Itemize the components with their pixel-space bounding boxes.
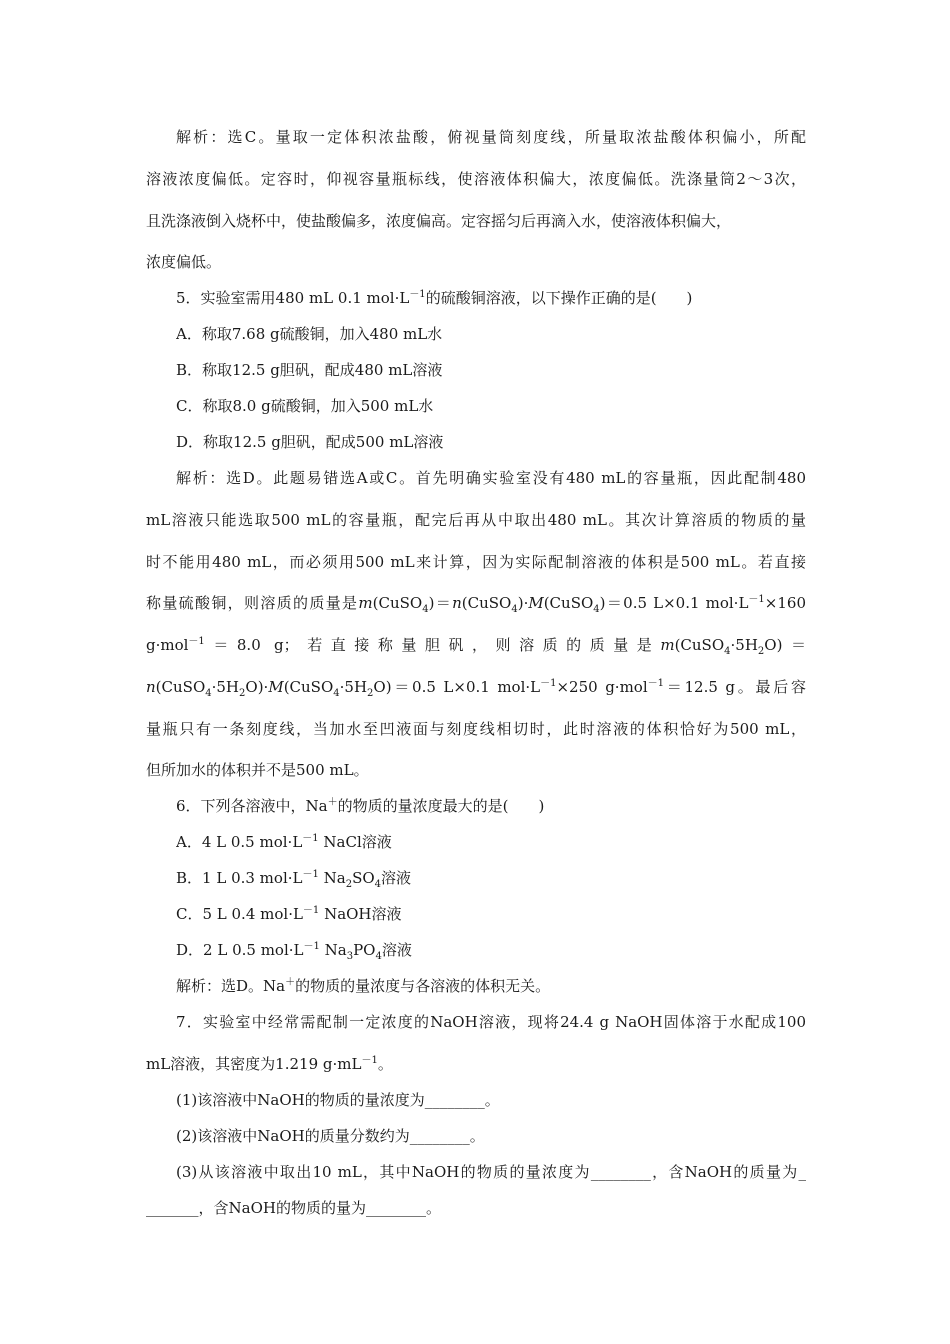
text-line-l12 <box>146 550 806 574</box>
text-segment: )· <box>517 594 529 612</box>
text-line-l07 <box>176 358 806 382</box>
text-segment: A．4 L 0.5 mol·L <box>176 833 303 851</box>
text-segment: 溶液浓度偏低。定容时，仰视容量瓶标线，使溶液体积偏大，浓度偏低。洗涤量筒2～3次， <box>146 170 806 188</box>
text-segment: 时不能用480 mL，而必须用500 mL来计算，因为实际配制溶液的体积是500 mL。若直接 <box>146 553 806 571</box>
text-line-l02 <box>146 167 806 191</box>
subscript: 2 <box>757 646 765 657</box>
text-segment: C．称取8.0 g硫酸铜，加入500 mL水 <box>176 397 434 415</box>
superscript: ＋ <box>327 797 338 808</box>
subscript: 2 <box>345 879 353 890</box>
subscript: 4 <box>511 604 518 615</box>
text-segment: ·5H <box>339 678 368 696</box>
subscript: 2 <box>367 688 374 699</box>
text-segment: 浓度偏低。 <box>146 253 222 271</box>
text-segment: (CuSO <box>461 594 512 612</box>
text-line-l15 <box>146 675 806 699</box>
text-segment: mL溶液只能选取500 mL的容量瓶，配完后再从中取出480 mL。其次计算溶质的物质的量 <box>146 511 806 529</box>
subscript: 4 <box>422 604 429 615</box>
superscript: －1 <box>361 1055 378 1066</box>
italic-symbol: M <box>268 678 284 696</box>
text-line-l24 <box>176 1010 806 1034</box>
text-segment: )＝ <box>428 594 453 612</box>
text-segment: (3)从该溶液中取出10 mL，其中NaOH的物质的量浓度为________，含NaOH的质量为_ <box>176 1163 806 1181</box>
text-segment: 7．实验室中经常需配制一定浓度的NaOH溶液，现将24.4 g NaOH固体溶于水配成100 <box>176 1013 806 1031</box>
text-segment: (1)该溶液中NaOH的物质的量浓度为________。 <box>176 1091 500 1109</box>
text-segment: NaCl溶液 <box>318 833 392 851</box>
text-segment: 。 <box>377 1055 393 1073</box>
superscript: －1 <box>540 678 557 689</box>
text-line-l11 <box>146 508 806 532</box>
text-segment: ＝8.0 g；若直接称量胆矾，则溶质的质量是 <box>204 636 661 654</box>
subscript: 3 <box>346 951 354 962</box>
text-line-l14 <box>146 633 806 657</box>
text-segment: ＝12.5 g。最后容 <box>664 678 806 696</box>
text-line-l26 <box>176 1088 806 1112</box>
text-segment: NaOH溶液 <box>319 905 402 923</box>
text-segment: 的物质的量浓度最大的是( ) <box>337 797 545 815</box>
superscript: －1 <box>303 941 320 952</box>
text-line-l21 <box>176 902 806 926</box>
text-segment: D．称取12.5 g胆矾，配成500 mL溶液 <box>176 433 444 451</box>
italic-symbol: M <box>528 594 544 612</box>
superscript: －1 <box>409 289 426 300</box>
text-segment: (2)该溶液中NaOH的质量分数约为________。 <box>176 1127 485 1145</box>
text-segment: PO <box>353 941 376 959</box>
text-segment: 的硫酸铜溶液，以下操作正确的是( ) <box>425 289 693 307</box>
text-segment: 溶液 <box>381 869 412 887</box>
text-line-l04 <box>146 250 806 274</box>
subscript: 4 <box>593 604 600 615</box>
subscript: 4 <box>374 879 382 890</box>
text-segment: ·5H <box>211 678 240 696</box>
superscript: ＋ <box>285 977 296 988</box>
text-segment: B．1 L 0.3 mol·L <box>176 869 303 887</box>
text-segment: ×160 <box>764 594 806 612</box>
text-segment: _______，含NaOH的物质的量为________。 <box>146 1199 441 1217</box>
superscript: －1 <box>748 594 765 605</box>
text-segment: O)＝ <box>764 636 806 654</box>
text-segment: 解析：选D。此题易错选A或C。首先明确实验室没有480 mL的容量瓶，因此配制480 <box>176 469 806 487</box>
text-segment: g·mol <box>146 636 189 654</box>
text-segment: 的物质的量浓度与各溶液的体积无关。 <box>295 977 551 995</box>
text-segment: (CuSO <box>543 594 594 612</box>
text-segment: )＝0.5 L×0.1 mol·L <box>599 594 749 612</box>
text-segment: ×250 g·mol <box>556 678 648 696</box>
text-line-l08 <box>176 394 806 418</box>
superscript: －1 <box>647 678 664 689</box>
text-line-l03 <box>146 209 806 233</box>
text-line-l25 <box>146 1052 806 1076</box>
italic-symbol: n <box>146 678 156 696</box>
text-line-l27 <box>176 1124 806 1148</box>
text-segment: (CuSO <box>283 678 334 696</box>
text-line-l18 <box>176 794 806 818</box>
subscript: 4 <box>724 646 731 657</box>
text-segment: 溶液 <box>381 941 412 959</box>
text-segment: SO <box>352 869 375 887</box>
text-line-l29 <box>146 1196 806 1220</box>
text-line-l13 <box>146 591 806 615</box>
text-segment: 量瓶只有一条刻度线，当加水至凹液面与刻度线相切时，此时溶液的体积恰好为500 mL， <box>146 720 806 738</box>
text-line-l23 <box>176 974 806 998</box>
text-segment: C．5 L 0.4 mol·L <box>176 905 303 923</box>
text-segment: 6．下列各溶液中，Na <box>176 797 328 815</box>
text-line-l05 <box>176 286 806 310</box>
text-segment: (CuSO <box>674 636 725 654</box>
text-segment: 解析：选C。量取一定体积浓盐酸，俯视量筒刻度线，所量取浓盐酸体积偏小，所配 <box>176 128 806 146</box>
superscript: －1 <box>302 905 320 916</box>
text-segment: Na <box>319 941 347 959</box>
text-segment: (CuSO <box>155 678 206 696</box>
text-line-l22 <box>176 938 806 962</box>
text-line-l17 <box>146 758 806 782</box>
superscript: －1 <box>188 636 205 647</box>
text-segment: ·5H <box>730 636 758 654</box>
text-segment: 称量硫酸铜，则溶质的质量是 <box>146 594 359 612</box>
text-segment: 且洗涤液倒入烧杯中，使盐酸偏多，浓度偏高。定容摇匀后再滴入水，使溶液体积偏大， <box>146 212 732 230</box>
italic-symbol: m <box>358 594 373 612</box>
superscript: －1 <box>302 833 319 844</box>
text-segment: A．称取7.68 g硫酸铜，加入480 mL水 <box>176 325 443 343</box>
italic-symbol: m <box>660 636 675 654</box>
subscript: 2 <box>239 688 246 699</box>
text-segment: 解析：选D。Na <box>176 977 286 995</box>
text-segment: D．2 L 0.5 mol·L <box>176 941 304 959</box>
text-line-l20 <box>176 866 806 890</box>
text-segment: (CuSO <box>372 594 423 612</box>
text-line-l19 <box>176 830 806 854</box>
superscript: －1 <box>302 869 319 880</box>
subscript: 4 <box>333 688 340 699</box>
text-segment: 但所加水的体积并不是500 mL。 <box>146 761 369 779</box>
text-line-l06 <box>176 322 806 346</box>
text-segment: B．称取12.5 g胆矾，配成480 mL溶液 <box>176 361 443 379</box>
text-line-l28 <box>176 1160 806 1184</box>
text-line-l09 <box>176 430 806 454</box>
text-segment: mL溶液，其密度为1.219 g·mL <box>146 1055 362 1073</box>
text-segment: O)· <box>245 678 269 696</box>
text-line-l01 <box>176 125 806 149</box>
text-line-l16 <box>146 717 806 741</box>
text-line-l10 <box>176 466 806 490</box>
subscript: 4 <box>375 951 382 962</box>
subscript: 4 <box>205 688 212 699</box>
text-segment: Na <box>318 869 346 887</box>
italic-symbol: n <box>452 594 462 612</box>
text-segment: 5．实验室需用480 mL 0.1 mol·L <box>176 289 410 307</box>
text-segment: O)＝0.5 L×0.1 mol·L <box>373 678 541 696</box>
